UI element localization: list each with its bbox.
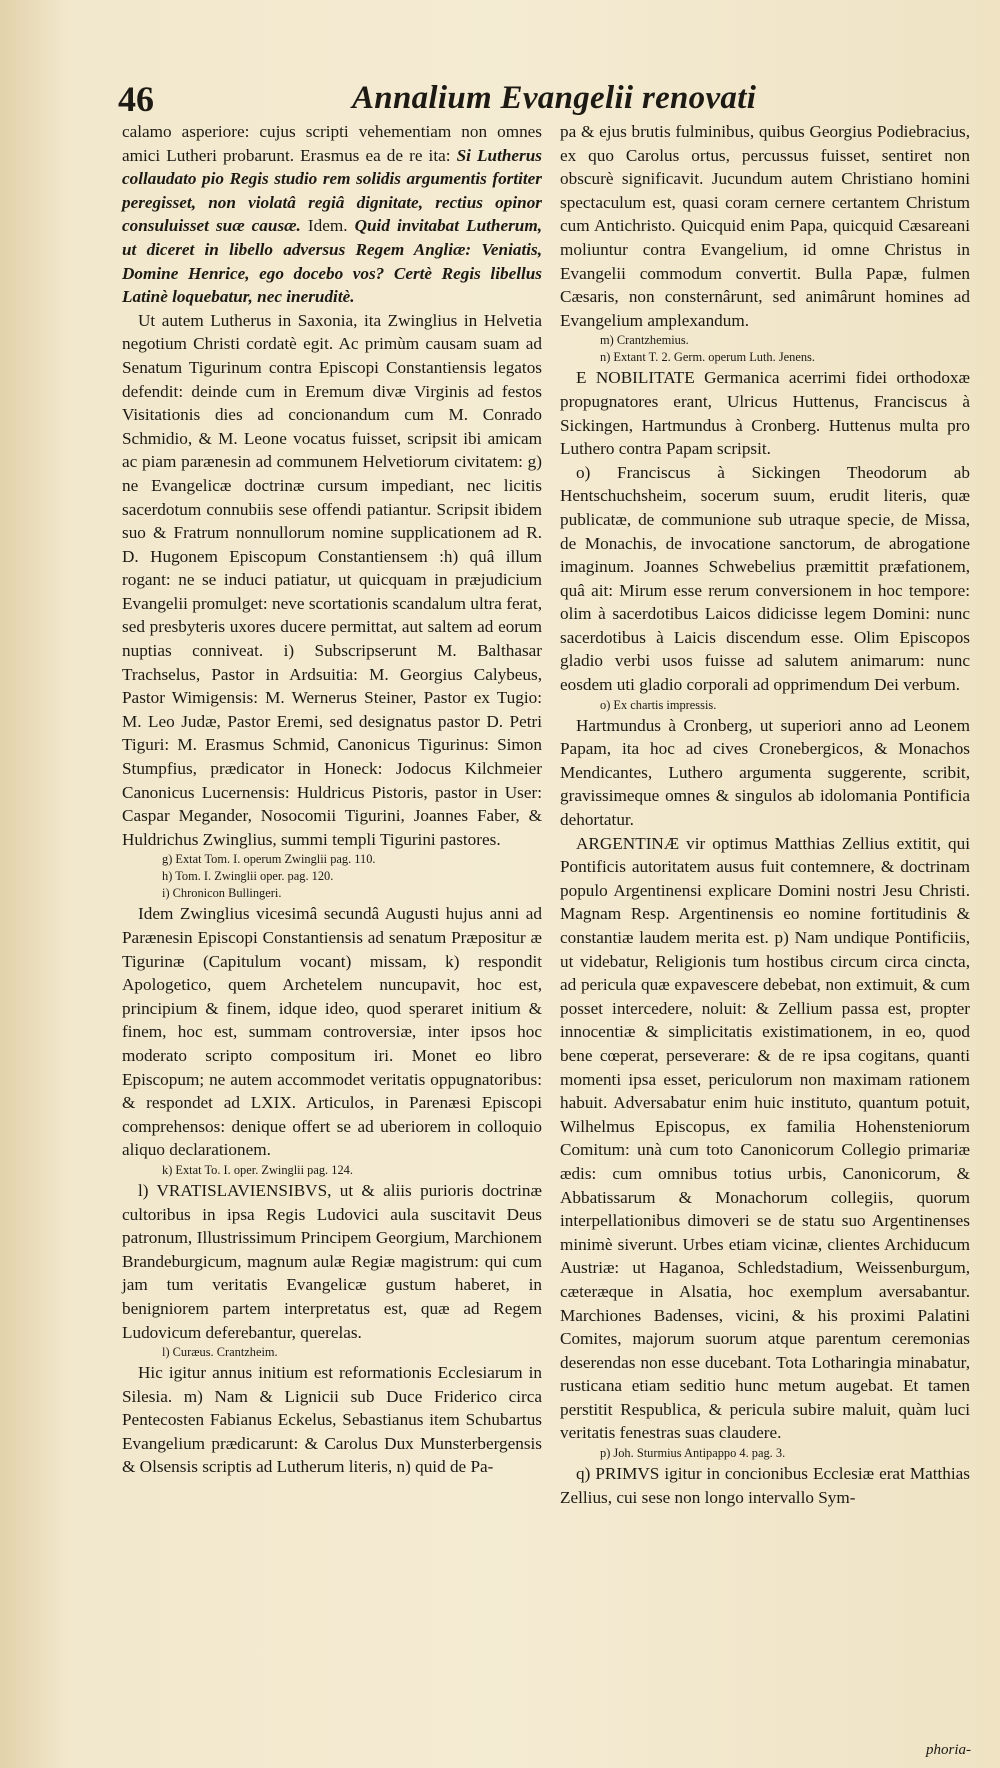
footnote: g) Extat Tom. I. operum Zwinglii pag. 110.: [162, 852, 376, 867]
footnote: i) Chronicon Bullingeri.: [162, 886, 282, 901]
right-column: [560, 120, 970, 1509]
footnote: k) Extat To. I. oper. Zwinglii pag. 124.: [162, 1162, 353, 1177]
running-title: Annalium Evangelii renovati: [352, 80, 757, 116]
footnote: m) Crantzhemius.: [600, 333, 689, 348]
paragraph: Ut autem Lutherus in Saxonia, ita Zwinglius in Helvetia negotium Christi cordatè egit. Ac primùm causam suam ad Senatum Tigurinum contra Episcopi Constantiensis legatos defendit: deinde cum in Eremum divæ Virginis ad festos Visitationis dies ad concionandum cum M. Conrado Schmidio, & M. Leone vocatus fuisset, scripsit ibi amicam ac piam parænesin ad communem Helvetiorum civitatem: g) ne Evangelicæ doctrinæ cursum impediant, nec licitis sacerdotum connubiis sese offendi patiantur. Scripsit ibidem suo & Fratrum nonnullorum nomine supplicationem ad R. D. Hugonem Episcopum Constantiensem :h) quâ illum rogant: ne se induci patiatur, ut quicquam in præjudicium Evangelii promulget: neve scortationis scandalum ultra ferat, sed presbyteris uxores ducere permittat, aut saltem ad eorum nuptias conniveat. i) Subscripserunt M. Balthasar Trachselus, Pastor in Ardsuitia: M. Georgius Calybeus, Pastor Wimigensis: M. Wernerus Steiner, Pastor ex Tugio: M. Leo Judæ, Pastor Eremi, sed designatus pastor D. Petri Tiguri: M. Erasmus Schmid, Canonicus Tigurinus: Simon Stumpfius, prædicator in Honeck: Jodocus Kilchmeier Canonicus Lucernensis: Huldricus Pistoris, pastor in User: Caspar Megander, Nosocomii Tigurini, Joannes Faber, & Huldrichus Zwinglius, summi templi Tigurini pastores.: [122, 310, 542, 849]
erasmus-quote: Quid invitabat Lutherum, ut diceret in libello adversus Regem Angliæ: Veniatis, Domine Henrice, ego docebo vos? Certè Regis libellus Latinè loquebatur, nec ineruditè.: [122, 216, 543, 307]
paragraph: E NOBILITATE Germanica acerrimi fidei orthodoxæ propugnatores erant, Ulricus Huttenus, Franciscus à Sickingen, Hartmundus à Cronberg. Huttenus multa pro Luthero contra Papam scripsit.: [560, 368, 970, 459]
paragraph: q) PRIMVS igitur in concionibus Ecclesiæ erat Matthias Zellius, cui sese non longo intervallo Sym-: [560, 1464, 970, 1507]
paragraph-text: calamo asperiore: cujus scripti vehementiam non omnes amici Lutheri probarunt. Erasmus ea de re ita:: [122, 122, 542, 165]
page-header: [118, 78, 968, 120]
footnote: l) Curæus. Crantzheim.: [162, 1345, 278, 1360]
footnote: o) Ex chartis impressis.: [600, 697, 717, 712]
page-number: 46: [118, 79, 154, 119]
catchword: phoria-: [926, 1742, 971, 1758]
paragraph: Idem Zwinglius vicesimâ secundâ Augusti hujus anni ad Parænesin Episcopi Constantiensis ad senatum Præpositur æ Tigurinæ (Capitulum vocant) missam, k) respondit Apologetico, quem Archetelem nuncupavit, hoc est, principium & finem, idque ideo, quod speraret initium & finem, hoc est, summam controversiæ, inter ipsos hoc moderato scripto compositum iri. Monet eo libro Episcopum; ne autem accommodet veritatis oppugnatoribus: & respondet ad LXIX. Articulos, in Parenæsi Episcopi comprehensos: denique offert se ad uberiorem in colloquio aliquo declarationem.: [122, 904, 542, 1160]
left-column: [122, 120, 542, 1479]
footnote: n) Extant T. 2. Germ. operum Luth. Jenens.: [600, 350, 815, 365]
footnote: p) Joh. Sturmius Antipappo 4. pag. 3.: [600, 1446, 786, 1461]
footnote: h) Tom. I. Zwinglii oper. pag. 120.: [162, 869, 334, 884]
paragraph: ARGENTINÆ vir optimus Matthias Zellius extitit, qui Pontificis autoritatem ausus fuit contemnere, & doctrinam populo Argentinensi explicare Domini nostri Jesu Christi. Magnam Resp. Argentinensis eo nomine fortitudinis & constantiæ laudem merita est. p) Nam undique Pontificiis, ut videbatur, Religionis tum hostibus circum circa cincta, ad pericula quæ expavescere debebat, non extimuit, & cum posset intercedere, noluit: & Zellium passa est, propter innocentiæ & simplicitatis existimationem, in eo, quod bene cœperat, perseverare: & de re ipsa cogitans, quanti momenti ipsa esset, periculorum non maximam rationem habuit. Adversabatur enim huic instituto, quantum potuit, Wilhelmus Episcopus, ex familia Hohensteniorum Comitum: unà cum toto Canonicorum Collegio primariæ ædis: cum omnibus totius urbis, Canonicorum, & Abbatissarum & Monachorum collegiis, quorum interpellationibus dimoveri se de statu suo Argentinenses minimè siverunt. Urbes etiam vicinæ, clientes Archiducum Austriæ: ut Haganoa, Schledstadium, Weissenburgum, cæteræque in Alsatia, hoc exemplum aversabantur. Marchiones Badenses, vicini, & his proximi Palatini Comites, majorum suorum atque parentum ceremonias deserendas non esse ducebant. Tota Lotharingia minabatur, rusticana etiam seditio hunc metum augebat. Et tamen perstitit Respublica, & pericula subire maluit, quàm luci veritatis fenestras suas claudere.: [560, 833, 970, 1443]
paragraph: Hic igitur annus initium est reformationis Ecclesiarum in Silesia. m) Nam & Lignicii sub Duce Friderico circa Pentecosten Fabianus Eckelus, Sebastianus item Schubartus Evangelium prædicarunt: & Carolus Dux Munsterbergensis & Olsensis scriptis ad Lutherum literis, n) quid de Pa-: [122, 1363, 542, 1477]
erasmus-quote: Si Lutherus collaudato pio Regis studio rem solidis argumentis fortiter peregisset, non violatâ regiâ dignitate, rectius opinor consuluisset suæ causæ.: [122, 145, 542, 236]
paragraph: [122, 120, 542, 309]
paragraph: l) VRATISLAVIENSIBVS, ut & aliis purioris doctrinæ cultoribus in ipsa Regis Ludovici aula suscitavit Deus patronum, Illustrissimum Principem Georgium, Marchionem Brandeburgicum, magnum aulæ Regiæ magistrum: qui cum jam tum veritatis Evangelicæ gustum haberet, in benigniorem partem interpretatus est, quæ ad Regem Ludovicum deferebantur, querelas.: [122, 1180, 542, 1342]
paragraph-text: Idem.: [307, 216, 348, 236]
paragraph: Hartmundus à Cronberg, ut superiori anno ad Leonem Papam, ita hoc ad cives Cronebergicos, & Monachos Mendicantes, Luthero argumenta suggerente, scribit, gravissimeque omnes & singulos ab idolomania Pontificia dehortatur.: [560, 715, 970, 830]
paragraph: pa & ejus brutis fulminibus, quibus Georgius Podiebracius, ex quo Carolus ortus, percussus fuisset, sentiret non obscurè significavit. Jucundum autem Christiano homini spectaculum est, quasi coram cernere certantem Christum cum Antichristo. Quicquid enim Papa, quicquid Cæsareani moliuntur contra Evangelium, id omne Christus in Evangelii commodum convertit. Bulla Papæ, fulmen Cæsaris, non consternârunt, sed animârunt homines ad Evangelium amplexandum.: [560, 122, 970, 330]
paragraph: o) Franciscus à Sickingen Theodorum ab Hentschuchsheim, socerum suum, erudit literis, quæ publicatæ, de communione sub utraque specie, de Missa, de Monachis, de invocatione sanctorum, de abrogatione imaginum. Joannes Schwebelius præmittit præfationem, quâ ait: Mirum esse rerum conversionem in hoc tempore: olim à sacerdotibus Laicos didicisse legem Domini: nunc sacerdotibus à Laicis discendum esse. Olim Episcopos gladio verbi usos fuisse ad salutem animarum: nunc eosdem uti gladio corporali ad opprimendum Dei verbum.: [560, 462, 970, 695]
